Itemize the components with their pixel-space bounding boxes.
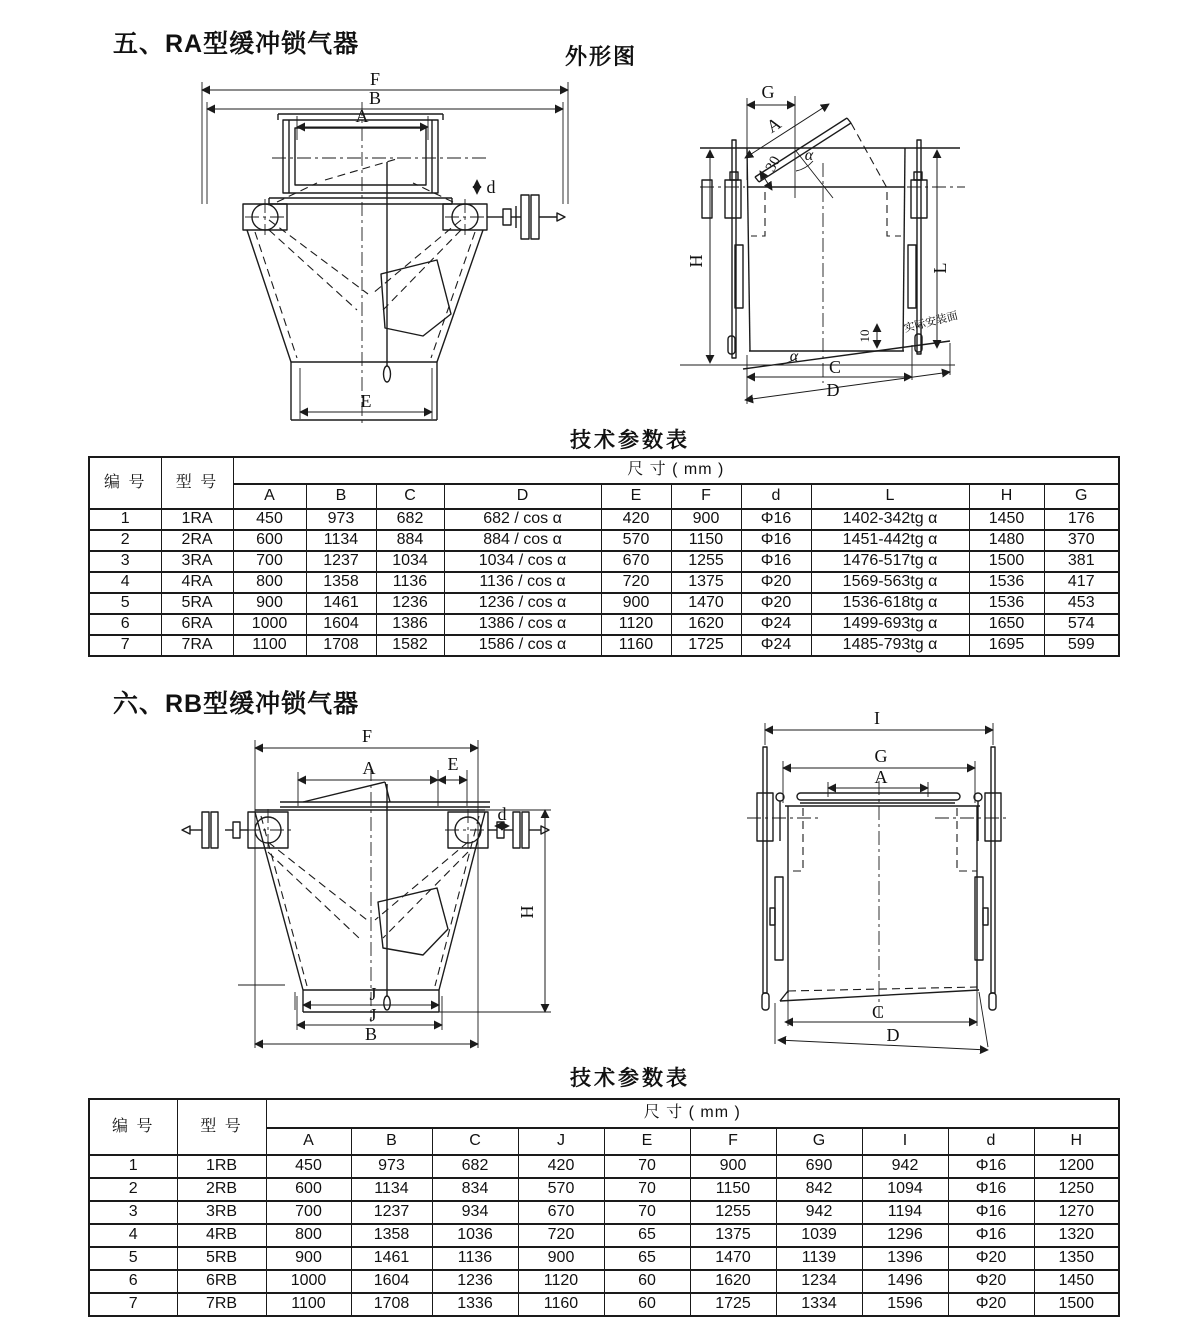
table-cell: 1200 xyxy=(1034,1155,1119,1178)
col-header: E xyxy=(601,484,671,509)
dim-label-d: d xyxy=(497,804,507,824)
table-cell: 574 xyxy=(1044,614,1119,635)
dim-label-D: D xyxy=(826,380,840,400)
table-cell: 1496 xyxy=(862,1270,948,1293)
table-cell: 1234 xyxy=(776,1270,862,1293)
dim-label-F: F xyxy=(361,726,373,746)
table-cell: 1536 xyxy=(969,572,1044,593)
dim-label-A: A xyxy=(355,106,369,126)
table-cell: 1194 xyxy=(862,1201,948,1224)
table-cell: 70 xyxy=(604,1155,690,1178)
table-cell: Φ20 xyxy=(948,1270,1034,1293)
table-cell: 70 xyxy=(604,1178,690,1201)
table-cell: 973 xyxy=(351,1155,432,1178)
table-cell: 2RB xyxy=(177,1178,266,1201)
table-cell: 670 xyxy=(601,551,671,572)
table-cell: 1334 xyxy=(776,1293,862,1316)
table-cell: 1536 xyxy=(969,593,1044,614)
table-row xyxy=(89,509,1119,530)
table-cell: 884 xyxy=(376,530,444,551)
dim-label-G: G xyxy=(874,746,888,766)
table-cell: 4RA xyxy=(161,572,233,593)
rb-front-left-bearing xyxy=(245,809,291,851)
table-cell: 720 xyxy=(518,1224,604,1247)
table-cell: 700 xyxy=(233,551,306,572)
col-header: B xyxy=(351,1128,432,1155)
table-cell: 450 xyxy=(266,1155,351,1178)
table-cell: 720 xyxy=(601,572,671,593)
table-cell: 1136 / cos α xyxy=(444,572,601,593)
table-cell: 1500 xyxy=(1034,1293,1119,1316)
table-cell: 1236 / cos α xyxy=(444,593,601,614)
table-cell: 600 xyxy=(266,1178,351,1201)
table-cell: 1499-693tg α xyxy=(811,614,969,635)
table-cell: 65 xyxy=(604,1247,690,1270)
table-cell: 370 xyxy=(1044,530,1119,551)
table-cell: 1RA xyxy=(161,509,233,530)
table-cell: 1604 xyxy=(306,614,376,635)
table-cell: 5 xyxy=(89,593,161,614)
col-header-dimensions: 尺 寸 ( mm ) xyxy=(266,1099,1119,1128)
table-cell: 60 xyxy=(604,1293,690,1316)
table-cell: 3RB xyxy=(177,1201,266,1224)
col-header-dimensions: 尺 寸 ( mm ) xyxy=(233,457,1119,484)
col-header: d xyxy=(741,484,811,509)
table-cell: 453 xyxy=(1044,593,1119,614)
dim-label-H: H xyxy=(517,905,537,919)
rb-front-left-counterweight xyxy=(182,812,248,848)
table-cell: 1134 xyxy=(351,1178,432,1201)
table-row xyxy=(89,1293,1119,1316)
table-cell: 1 xyxy=(89,1155,177,1178)
ra-side-mounting-surface xyxy=(680,341,955,369)
table-cell: 2RA xyxy=(161,530,233,551)
table-cell: 1604 xyxy=(351,1270,432,1293)
table-cell: 2 xyxy=(89,1178,177,1201)
table-cell: 1725 xyxy=(690,1293,776,1316)
table-cell: 1350 xyxy=(1034,1247,1119,1270)
col-header: D xyxy=(444,484,601,509)
table-cell: 1250 xyxy=(1034,1178,1119,1201)
table-cell: 1237 xyxy=(306,551,376,572)
table-cell: 1320 xyxy=(1034,1224,1119,1247)
table-cell: 1100 xyxy=(266,1293,351,1316)
dim-label-A: A xyxy=(762,113,785,137)
table-cell: 1160 xyxy=(518,1293,604,1316)
table-cell: 4 xyxy=(89,572,161,593)
angle-label-alpha-top: α xyxy=(804,147,814,164)
table-cell: 1461 xyxy=(306,593,376,614)
table-cell: 6 xyxy=(89,614,161,635)
ra-front-counterweight xyxy=(487,195,565,239)
table-cell: 900 xyxy=(266,1247,351,1270)
ra-table-title: 技术参数表 xyxy=(570,429,690,452)
table-cell: Φ16 xyxy=(741,551,811,572)
dim-label-F: F xyxy=(369,69,381,89)
ra-side-lid xyxy=(755,96,887,198)
section-ra-title: 五、RA型缓冲锁气器 xyxy=(113,30,360,58)
ra-side-drawing xyxy=(665,68,995,433)
table-cell: Φ20 xyxy=(948,1293,1034,1316)
col-header: C xyxy=(432,1128,518,1155)
table-cell: 1034 xyxy=(376,551,444,572)
table-cell: 6RB xyxy=(177,1270,266,1293)
table-cell: 1100 xyxy=(233,635,306,656)
table-cell: 900 xyxy=(233,593,306,614)
table-cell: Φ20 xyxy=(741,593,811,614)
table-cell: 4 xyxy=(89,1224,177,1247)
table-cell: 1 xyxy=(89,509,161,530)
rb-front-access-opening xyxy=(378,888,448,955)
table-cell: 1039 xyxy=(776,1224,862,1247)
table-cell: 800 xyxy=(266,1224,351,1247)
table-cell: 1150 xyxy=(671,530,741,551)
mounting-surface-label: 实际安装面 xyxy=(902,309,960,335)
dim-label-I: I xyxy=(874,708,880,728)
dim-label-L: L xyxy=(930,262,950,274)
table-cell: 1236 xyxy=(376,593,444,614)
dim-label-A: A xyxy=(362,758,376,778)
table-cell: 1402-342tg α xyxy=(811,509,969,530)
table-cell: 900 xyxy=(601,593,671,614)
table-cell: 450 xyxy=(233,509,306,530)
table-cell: Φ16 xyxy=(741,530,811,551)
table-cell: 1386 xyxy=(376,614,444,635)
table-cell: 1375 xyxy=(690,1224,776,1247)
table-cell: 600 xyxy=(233,530,306,551)
rb-parameters-table xyxy=(88,1098,1120,1317)
table-cell: 417 xyxy=(1044,572,1119,593)
table-cell: 934 xyxy=(432,1201,518,1224)
table-cell: 842 xyxy=(776,1178,862,1201)
rb-front-lid xyxy=(255,782,490,810)
table-cell: 1386 / cos α xyxy=(444,614,601,635)
table-cell: 70 xyxy=(604,1201,690,1224)
col-header: F xyxy=(690,1128,776,1155)
table-cell: 1396 xyxy=(862,1247,948,1270)
table-cell: 1569-563tg α xyxy=(811,572,969,593)
col-header: E xyxy=(604,1128,690,1155)
rb-front-drawing xyxy=(145,722,605,1060)
table-cell: 1RB xyxy=(177,1155,266,1178)
section-rb-title: 六、RB型缓冲锁气器 xyxy=(113,690,360,718)
table-cell: 1034 / cos α xyxy=(444,551,601,572)
table-cell: 690 xyxy=(776,1155,862,1178)
table-row xyxy=(89,1201,1119,1224)
dim-label-D: D xyxy=(886,1025,900,1045)
col-header-no: 编 号 xyxy=(89,1099,177,1155)
table-cell: 1596 xyxy=(862,1293,948,1316)
table-cell: 5 xyxy=(89,1247,177,1270)
table-cell: 65 xyxy=(604,1224,690,1247)
outline-drawing-title: 外形图 xyxy=(565,44,638,69)
dim-label-A: A xyxy=(874,767,888,787)
table-cell: 5RB xyxy=(177,1247,266,1270)
col-header-model: 型 号 xyxy=(161,457,233,509)
table-cell: 570 xyxy=(518,1178,604,1201)
table-cell: 1160 xyxy=(601,635,671,656)
table-cell: 3 xyxy=(89,551,161,572)
table-row xyxy=(89,1155,1119,1178)
table-cell: 1485-793tg α xyxy=(811,635,969,656)
table-cell: 1358 xyxy=(351,1224,432,1247)
col-header: F xyxy=(671,484,741,509)
table-cell: 3RA xyxy=(161,551,233,572)
table-cell: 682 xyxy=(432,1155,518,1178)
table-cell: 1450 xyxy=(969,509,1044,530)
ra-front-valve-box xyxy=(269,114,452,204)
table-cell: 1237 xyxy=(351,1201,432,1224)
table-cell: 884 / cos α xyxy=(444,530,601,551)
table-cell: 1582 xyxy=(376,635,444,656)
table-cell: 900 xyxy=(518,1247,604,1270)
table-cell: 1620 xyxy=(671,614,741,635)
table-cell: 670 xyxy=(518,1201,604,1224)
col-header: A xyxy=(266,1128,351,1155)
table-cell: 1358 xyxy=(306,572,376,593)
rb-side-left-lever xyxy=(757,747,784,1010)
ra-front-drawing xyxy=(185,62,585,440)
table-row xyxy=(89,551,1119,572)
table-cell: 381 xyxy=(1044,551,1119,572)
table-cell: 682 xyxy=(376,509,444,530)
dim-label-E: E xyxy=(447,754,459,774)
table-cell: 1036 xyxy=(432,1224,518,1247)
table-cell: 900 xyxy=(690,1155,776,1178)
table-cell: 6 xyxy=(89,1270,177,1293)
dim-label-H: H xyxy=(686,254,706,268)
dim-label-10: 10 xyxy=(857,329,872,343)
dim-label-G: G xyxy=(761,82,775,102)
table-cell: 800 xyxy=(233,572,306,593)
col-header: L xyxy=(811,484,969,509)
table-cell: 1451-442tg α xyxy=(811,530,969,551)
table-row xyxy=(89,1270,1119,1293)
table-row xyxy=(89,635,1119,656)
table-cell: Φ16 xyxy=(948,1201,1034,1224)
table-cell: 1120 xyxy=(518,1270,604,1293)
table-cell: 1500 xyxy=(969,551,1044,572)
dim-label-C: C xyxy=(871,1002,885,1022)
col-header: A xyxy=(233,484,306,509)
dim-label-C: C xyxy=(828,357,842,377)
table-cell: 1000 xyxy=(233,614,306,635)
table-cell: 1270 xyxy=(1034,1201,1119,1224)
table-cell: 420 xyxy=(518,1155,604,1178)
table-cell: 942 xyxy=(862,1155,948,1178)
table-cell: 1470 xyxy=(671,593,741,614)
col-header-model: 型 号 xyxy=(177,1099,266,1155)
table-cell: 4RB xyxy=(177,1224,266,1247)
table-cell: 5RA xyxy=(161,593,233,614)
table-cell: 176 xyxy=(1044,509,1119,530)
ra-front-flap-dashed xyxy=(269,183,461,310)
dim-label-d: d xyxy=(486,177,496,197)
rb-side-body xyxy=(747,781,1007,1018)
table-cell: 1620 xyxy=(690,1270,776,1293)
table-row xyxy=(89,530,1119,551)
dim-label-J2: J xyxy=(369,1005,377,1025)
table-cell: 1536-618tg α xyxy=(811,593,969,614)
table-cell: 420 xyxy=(601,509,671,530)
dim-label-B: B xyxy=(364,1024,378,1044)
table-cell: 973 xyxy=(306,509,376,530)
ra-side-left-lever xyxy=(702,140,743,358)
col-header: d xyxy=(948,1128,1034,1155)
table-cell: 6RA xyxy=(161,614,233,635)
table-cell: 1094 xyxy=(862,1178,948,1201)
table-cell: 1136 xyxy=(432,1247,518,1270)
table-row xyxy=(89,593,1119,614)
table-row xyxy=(89,1247,1119,1270)
ra-front-dimensions xyxy=(202,90,568,412)
col-header: C xyxy=(376,484,444,509)
table-cell: 3 xyxy=(89,1201,177,1224)
table-cell: 1480 xyxy=(969,530,1044,551)
table-row xyxy=(89,614,1119,635)
table-cell: 1236 xyxy=(432,1270,518,1293)
table-cell: 570 xyxy=(601,530,671,551)
table-cell: 7 xyxy=(89,1293,177,1316)
table-cell: 1120 xyxy=(601,614,671,635)
table-cell: Φ16 xyxy=(741,509,811,530)
dim-label-E: E xyxy=(360,391,372,411)
table-cell: Φ20 xyxy=(948,1247,1034,1270)
table-cell: 1150 xyxy=(690,1178,776,1201)
table-cell: 1255 xyxy=(690,1201,776,1224)
table-cell: 1296 xyxy=(862,1224,948,1247)
table-cell: 60 xyxy=(604,1270,690,1293)
table-cell: 1586 / cos α xyxy=(444,635,601,656)
table-cell: 682 / cos α xyxy=(444,509,601,530)
table-cell: Φ20 xyxy=(741,572,811,593)
table-cell: 1695 xyxy=(969,635,1044,656)
col-header: B xyxy=(306,484,376,509)
rb-front-hanging-rod xyxy=(384,784,390,1010)
col-header-no: 编 号 xyxy=(89,457,161,509)
ra-front-access-opening xyxy=(381,260,451,336)
table-cell: 1336 xyxy=(432,1293,518,1316)
table-cell: 1708 xyxy=(306,635,376,656)
table-cell: 1708 xyxy=(351,1293,432,1316)
col-header: G xyxy=(1044,484,1119,509)
col-header: H xyxy=(969,484,1044,509)
rb-table-title: 技术参数表 xyxy=(570,1067,690,1090)
col-header: I xyxy=(862,1128,948,1155)
table-row xyxy=(89,572,1119,593)
table-cell: 7 xyxy=(89,635,161,656)
table-row xyxy=(89,1224,1119,1247)
table-cell: Φ24 xyxy=(741,614,811,635)
table-cell: 1461 xyxy=(351,1247,432,1270)
table-cell: 1136 xyxy=(376,572,444,593)
table-cell: 1139 xyxy=(776,1247,862,1270)
dim-label-B: B xyxy=(368,88,382,108)
table-cell: 1650 xyxy=(969,614,1044,635)
table-cell: 942 xyxy=(776,1201,862,1224)
table-cell: 900 xyxy=(671,509,741,530)
table-cell: Φ24 xyxy=(741,635,811,656)
ra-parameters-table xyxy=(88,456,1120,657)
table-cell: 1255 xyxy=(671,551,741,572)
ra-front-left-bearing xyxy=(243,199,287,235)
table-cell: 700 xyxy=(266,1201,351,1224)
rb-side-right-lever xyxy=(974,747,1001,1010)
table-cell: 834 xyxy=(432,1178,518,1201)
table-cell: 2 xyxy=(89,530,161,551)
table-cell: Φ16 xyxy=(948,1155,1034,1178)
table-cell: 7RA xyxy=(161,635,233,656)
table-cell: 1134 xyxy=(306,530,376,551)
table-cell: 1450 xyxy=(1034,1270,1119,1293)
table-cell: 1476-517tg α xyxy=(811,551,969,572)
dim-label-J1: J xyxy=(369,984,377,1004)
table-cell: 1000 xyxy=(266,1270,351,1293)
rb-side-lid xyxy=(785,793,980,806)
dim-label-30: 30 xyxy=(762,153,785,175)
table-cell: 1375 xyxy=(671,572,741,593)
table-cell: Φ16 xyxy=(948,1224,1034,1247)
table-cell: Φ16 xyxy=(948,1178,1034,1201)
table-cell: 1725 xyxy=(671,635,741,656)
table-cell: 1470 xyxy=(690,1247,776,1270)
col-header: J xyxy=(518,1128,604,1155)
table-row xyxy=(89,1178,1119,1201)
col-header: G xyxy=(776,1128,862,1155)
col-header: H xyxy=(1034,1128,1119,1155)
angle-label-alpha-bottom: α xyxy=(789,348,799,365)
table-cell: 7RB xyxy=(177,1293,266,1316)
ra-side-body xyxy=(700,148,965,383)
rb-side-drawing xyxy=(695,693,1085,1065)
table-cell: 599 xyxy=(1044,635,1119,656)
